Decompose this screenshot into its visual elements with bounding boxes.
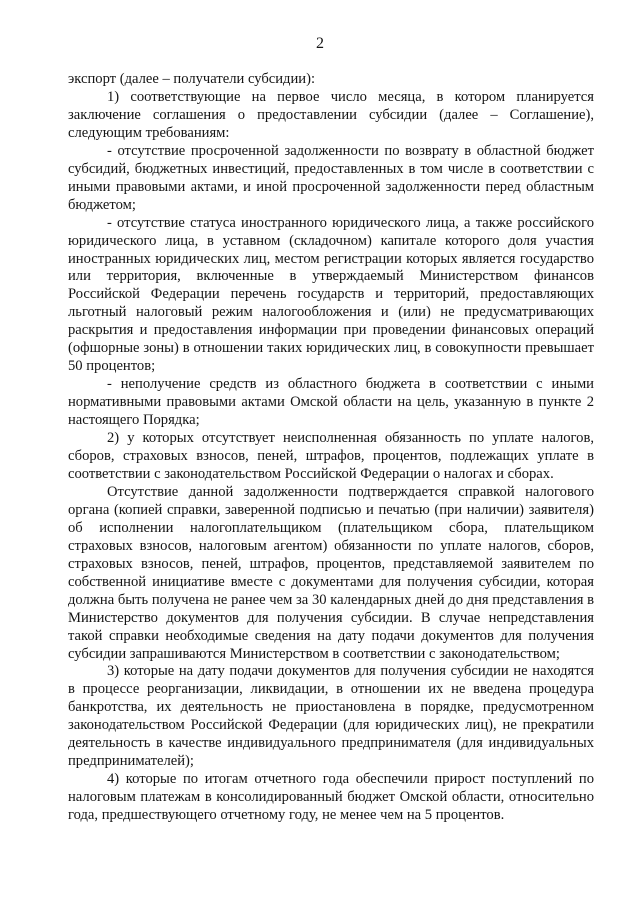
paragraph-export-continuation: экспорт (далее – получатели субсидии): — [68, 71, 316, 87]
document-body — [68, 71, 594, 825]
paragraph-no-overdue-debt: - отсутствие просроченной задолженности по возврату в областной бюджет субсидий, бюджетных инвестиций, предоставленных в том числе в соответствии с иными правовыми актами, и иной просроченной задолженности перед областным бюджетом; — [68, 142, 594, 213]
paragraph-no-foreign-status: - отсутствие статуса иностранного юридического лица, а также российского юридического лица, в уставном (складочном) капитале которого доля участия иностранных юридических лиц, местом регистрации которых является государство или территория, включенные в утверждаемый Министерством финансов Российской Федерации перечень государств и территорий, предоставляющих льготный налоговый режим налогообложения и (или) не предусматривающих раскрытия и предоставления информации при проведении финансовых операций (офшорные зоны) в отношении таких юридических лиц, в совокупности превышает 50 процентов; — [68, 214, 594, 375]
page-number: 2 — [316, 35, 324, 52]
paragraph-item-2: 2) у которых отсутствует неисполненная обязанность по уплате налогов, сборов, страховых взносов, пеней, штрафов, процентов, подлежащих уплате в соответствии с законодательством Российской Федерации о налогах и сборах. — [68, 430, 594, 482]
paragraph-item-4: 4) которые по итогам отчетного года обеспечили прирост поступлений по налоговым платежам в консолидированный бюджет Омской области, относительно года, предшествующего отчетному году, не менее чем на 5 процентов. — [68, 771, 594, 824]
paragraph-tax-certificate: Отсутствие данной задолженности подтверждается справкой налогового органа (копией справки, заверенной подписью и печатью (при наличии) заявителя) об исполнении налогоплательщиком (плательщиком сбора, плательщиком страховых взносов, налоговым агентом) обязанности по уплате налогов, сборов, страховых взносов, пеней, штрафов, процентов, представляемой заявителем по собственной инициативе вместе с документами для получения субсидии, которая должна быть получена не ранее чем за 30 календарных дней до дня представления в Министерство документов для получения субсидии. В случае непредставления такой справки необходимые сведения на дату подачи документов для получения субсидии запрашиваются Министерством в соответствии с законодательством; — [68, 483, 594, 662]
paragraph-item-1: 1) соответствующие на первое число месяца, в котором планируется заключение соглашения о предоставлении субсидии (далее – Соглашение), следующим требованиям: — [68, 88, 594, 141]
paragraph-item-3: 3) которые на дату подачи документов для получения субсидии не находятся в процессе реорганизации, ликвидации, в отношении их не введена процедура банкротства, их деятельность не приостановлена в порядке, предусмотренном законодательством Российской Федерации (для юридических лиц), не прекратили деятельность в качестве индивидуального предпринимателя (для индивидуальных предпринимателей); — [68, 663, 594, 770]
paragraph-no-other-funds: - неполучение средств из областного бюджета в соответствии с иными нормативными правовыми актами Омской области на цель, указанную в пункте 2 настоящего Порядка; — [68, 376, 594, 429]
